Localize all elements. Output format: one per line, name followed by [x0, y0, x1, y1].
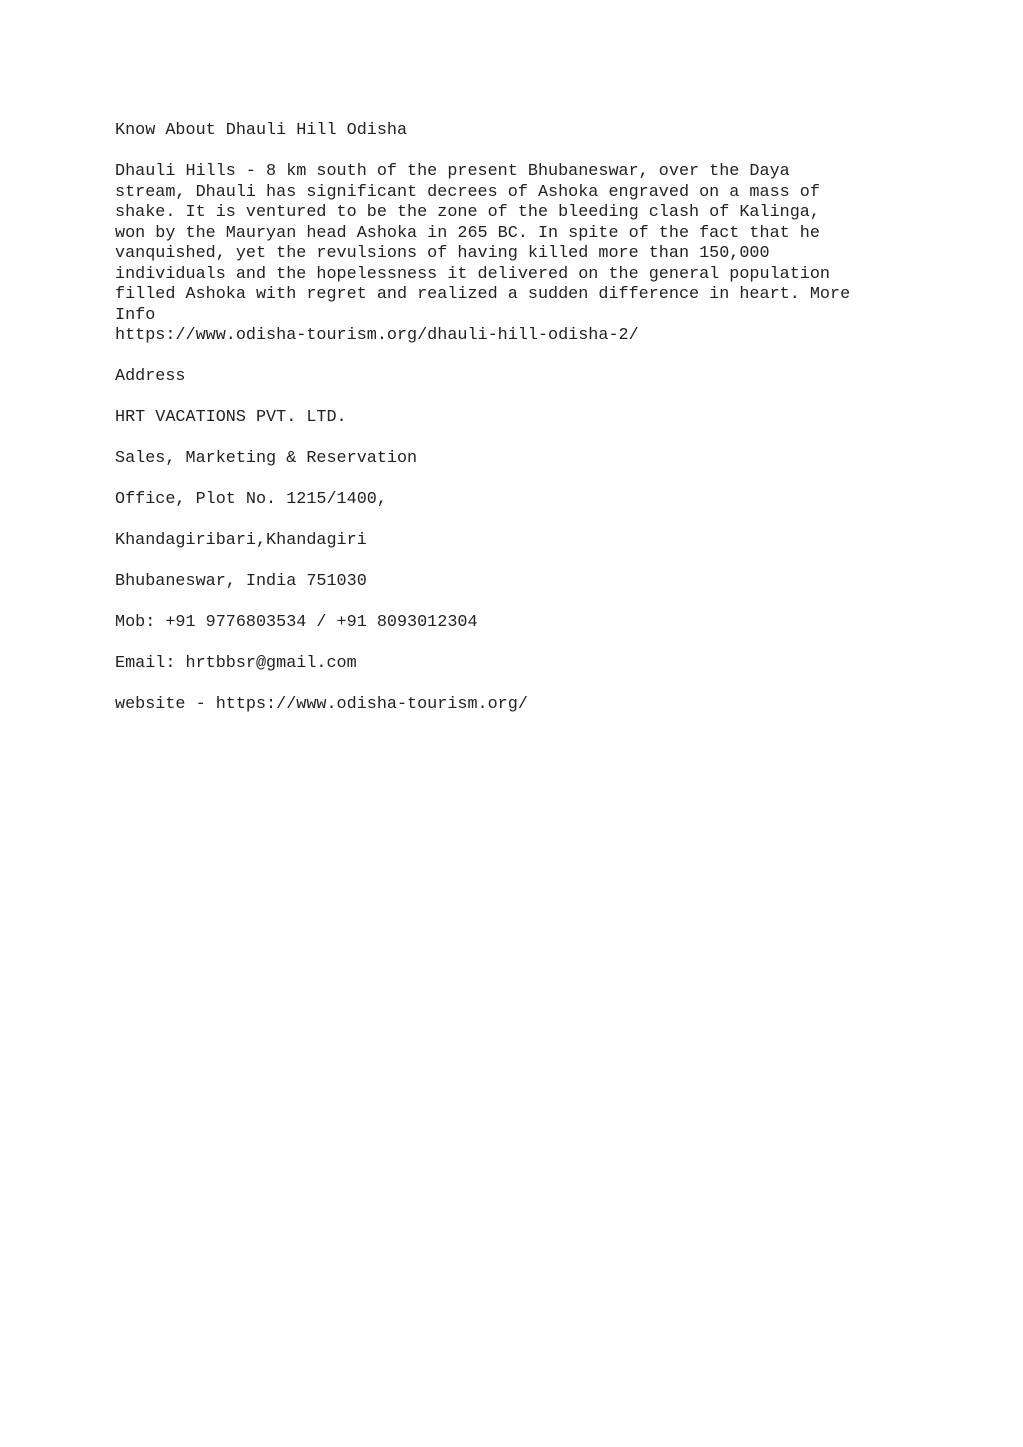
city: Bhubaneswar, India 751030: [115, 572, 367, 591]
description-line: Dhauli Hills - 8 km south of the present Bhubaneswar, over the Daya: [115, 162, 790, 181]
description-line: filled Ashoka with regret and realized a sudden difference in heart. More: [115, 285, 851, 304]
department: Sales, Marketing & Reservation: [115, 449, 418, 468]
address-heading: Address: [115, 367, 186, 386]
description-line: shake. It is ventured to be the zone of the bleeding clash of Kalinga,: [115, 203, 820, 222]
description-line: stream, Dhauli has significant decrees of Ashoka engraved on a mass of: [115, 182, 820, 202]
description-paragraph: [115, 162, 915, 347]
mobile-numbers: Mob: +91 9776803534 / +91 8093012304: [115, 613, 478, 632]
description-line: won by the Mauryan head Ashoka in 265 BC. In spite of the fact that he: [115, 223, 820, 243]
website: website - https://www.odisha-tourism.org/: [115, 695, 528, 714]
document-title: Know About Dhauli Hill Odisha: [115, 121, 408, 140]
more-info-link[interactable]: https://www.odisha-tourism.org/dhauli-hill-odisha-2/: [115, 326, 639, 345]
email-address: Email: hrtbbsr@gmail.com: [115, 654, 357, 673]
document-page: [115, 121, 915, 716]
description-line: individuals and the hopelessness it delivered on the general population: [115, 264, 830, 284]
description-line: vanquished, yet the revulsions of having killed more than 150,000: [115, 244, 770, 263]
description-line: Info: [115, 305, 156, 325]
locality: Khandagiribari,Khandagiri: [115, 531, 367, 550]
company-name: HRT VACATIONS PVT. LTD.: [115, 408, 347, 427]
office-address: Office, Plot No. 1215/1400,: [115, 490, 387, 509]
